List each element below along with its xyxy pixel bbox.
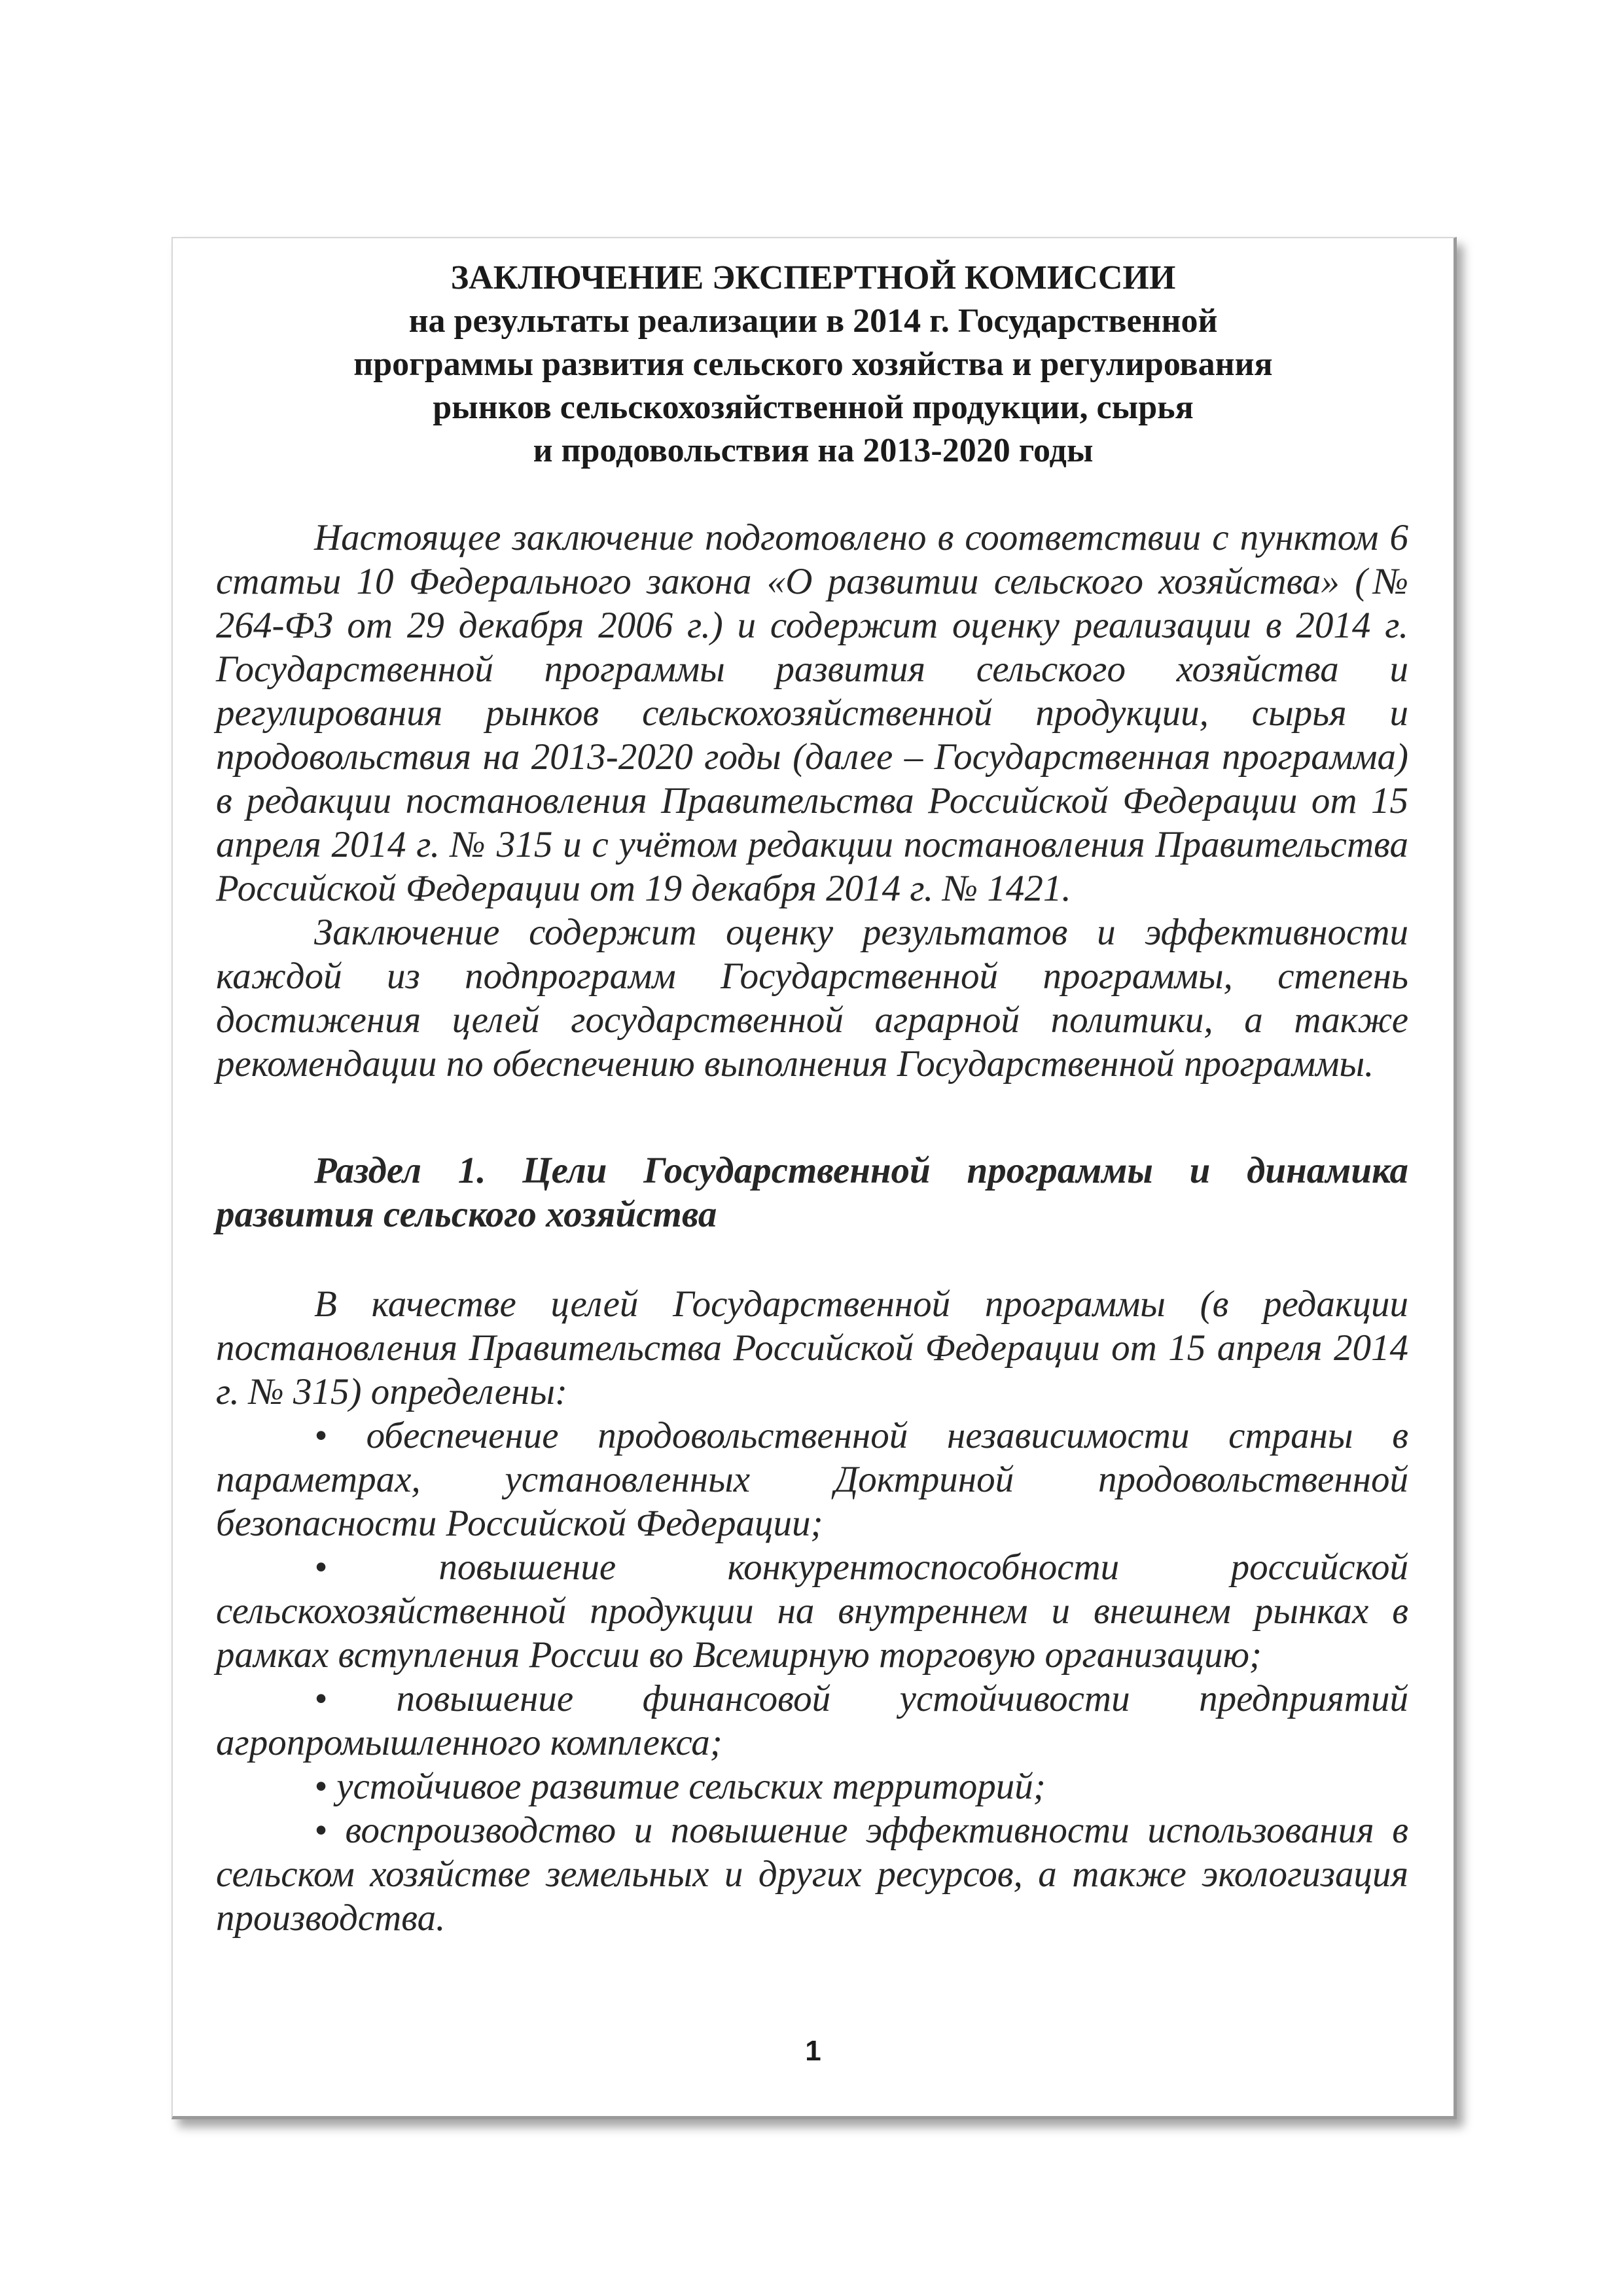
goal-item: • повышение конкурентоспособности российской сельскохозяйственной продукции на внутреннем и внешнем рынках в рамках вступления России во Всемирную торговую организацию; — [216, 1547, 1408, 1676]
title-line: ЗАКЛЮЧЕНИЕ ЭКСПЕРТНОЙ КОМИССИИ — [450, 259, 1176, 296]
intro-paragraph: Заключение содержит оценку результатов и эффективности каждой из подпрограмм Государственной программы, степень достижения целей государственной аграрной политики, а также рекомендации по обеспечению выполнения Государственной программы. — [216, 912, 1408, 1085]
section-heading: Раздел 1. Цели Государственной программы и динамика развития сельского хозяйства — [216, 1150, 1408, 1235]
document-title — [173, 257, 1454, 473]
title-line: программы развития сельского хозяйства и регулирования — [353, 346, 1273, 383]
goal-item: • устойчивое развитие сельских территорий; — [314, 1766, 1046, 1807]
document-page — [171, 237, 1457, 2119]
section-heading-block — [216, 1149, 1408, 1236]
page-number: 1 — [805, 2035, 821, 2067]
title-line: и продовольствия на 2013-2020 годы — [533, 432, 1094, 469]
goal-item: • повышение финансовой устойчивости предприятий агропромышленного комплекса; — [216, 1678, 1408, 1763]
intro-section — [216, 516, 1408, 1086]
goal-item: • воспроизводство и повышение эффективности использования в сельском хозяйстве земельных и других ресурсов, а также экологизация производства. — [216, 1810, 1408, 1939]
goals-section — [216, 1282, 1408, 1940]
goal-item: • обеспечение продовольственной независимости страны в параметрах, установленных Доктриной продовольственной безопасности Российской Федерации; — [216, 1415, 1408, 1544]
intro-paragraph: Настоящее заключение подготовлено в соответствии с пунктом 6 статьи 10 Федерального закона «О развитии сельского хозяйства» (№ 264-ФЗ от 29 декабря 2006 г.) и содержит оценку реализации в 2014 г. Государственной программы развития сельского хозяйства и регулирования рынков сельскохозяйственной продукции, сырья и продовольствия на 2013-2020 годы (далее – Государственная программа) в редакции постановления Правительства Российской Федерации от 15 апреля 2014 г. № 315 и с учётом редакции постановления Правительства Российской Федерации от 19 декабря 2014 г. № 1421. — [216, 517, 1408, 909]
section-intro: В качестве целей Государственной программы (в редакции постановления Правительства Российской Федерации от 15 апреля 2014 г. № 315) определены: — [216, 1283, 1408, 1412]
title-line: на результаты реализации в 2014 г. Государственной — [408, 302, 1218, 340]
title-line: рынков сельскохозяйственной продукции, сырья — [433, 389, 1194, 426]
